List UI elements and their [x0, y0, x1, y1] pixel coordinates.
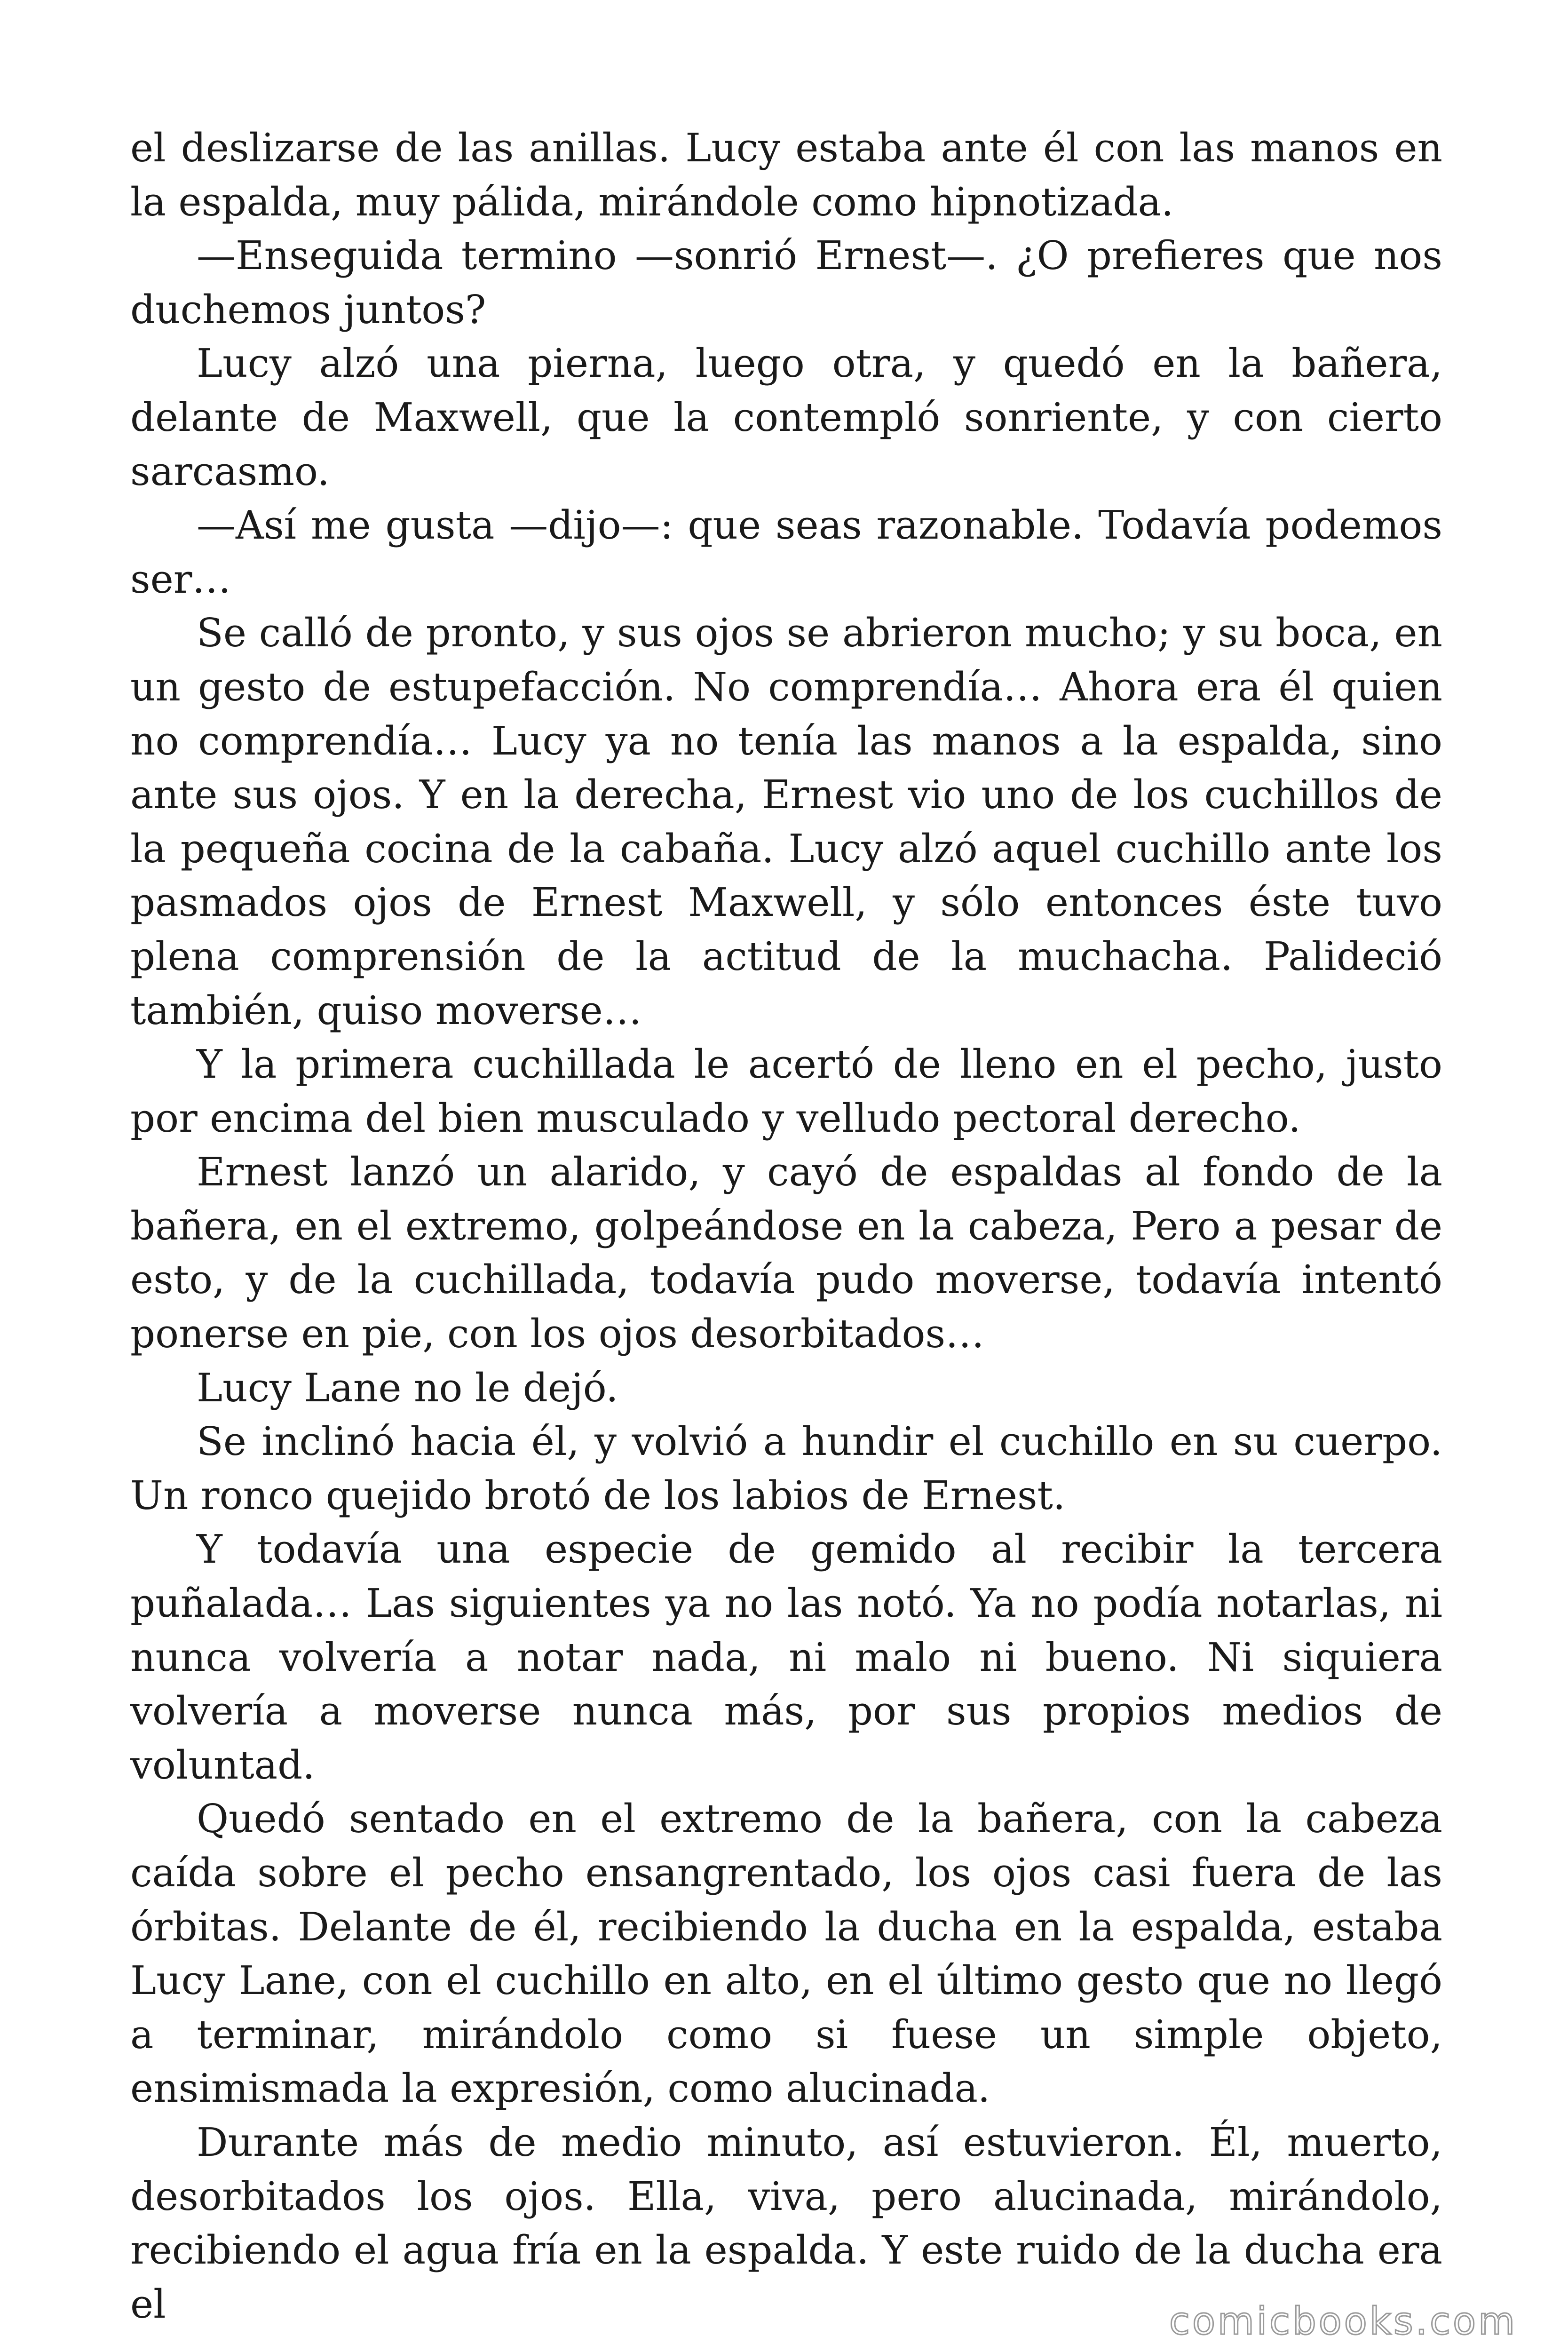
paragraph-1: el deslizarse de las anillas. Lucy estaba ante él con las manos en la espalda, muy pálida, mirándole como hipnotizada.	[130, 125, 1442, 225]
paragraph-5: Se calló de pronto, y sus ojos se abrieron mucho; y su boca, en un gesto de estupefacción. No comprendía… Ahora era él quien no comprendía… Lucy ya no tenía las manos a la espalda, sino ante sus ojos. Y en la derecha, Ernest vio uno de los cuchillos de la pequeña cocina de la cabaña. Lucy alzó aquel cuchillo ante los pasmados ojos de Ernest Maxwell, y sólo entonces éste tuvo plena comprensión de la actitud de la muchacha. Palideció también, quiso moverse…	[130, 610, 1442, 1033]
paragraph-12: Durante más de medio minuto, así estuvieron. Él, muerto, desorbitados los ojos. Ella, viva, pero alucinada, mirándolo, recibiendo el agua fría en la espalda. Y este ruido de la ducha era el	[130, 2119, 1442, 2327]
body-text	[130, 121, 1442, 2331]
paragraph-2: —Enseguida termino —sonrió Ernest—. ¿O prefieres que nos duchemos juntos?	[130, 233, 1442, 333]
paragraph-11: Quedó sentado en el extremo de la bañera, con la cabeza caída sobre el pecho ensangrentado, los ojos casi fuera de las órbitas. Delante de él, recibiendo la ducha en la espalda, estaba Lucy Lane, con el cuchillo en alto, en el último gesto que no llegó a terminar, mirándolo como si fuese un simple objeto, ensimismada la expresión, como alucinada.	[130, 1796, 1442, 2112]
paragraph-9: Se inclinó hacia él, y volvió a hundir el cuchillo en su cuerpo. Un ronco quejido brotó de los labios de Ernest.	[130, 1419, 1442, 1518]
paragraph-8: Lucy Lane no le dejó.	[197, 1365, 618, 1411]
paragraph-3: Lucy alzó una pierna, luego otra, y quedó en la bañera, delante de Maxwell, que la contempló sonriente, y con cierto sarcasmo.	[130, 341, 1442, 494]
paragraph-10: Y todavía una especie de gemido al recibir la tercera puñalada… Las siguientes ya no las notó. Ya no podía notarlas, ni nunca volvería a notar nada, ni malo ni bueno. Ni siquiera volvería a moverse nunca más, por sus propios medios de voluntad.	[130, 1526, 1442, 1788]
paragraph-6: Y la primera cuchillada le acertó de lleno en el pecho, justo por encima del bien musculado y velludo pectoral derecho.	[130, 1041, 1442, 1141]
watermark: comicbooks.com	[1169, 2299, 1517, 2343]
paragraph-7: Ernest lanzó un alarido, y cayó de espaldas al fondo de la bañera, en el extremo, golpeándose en la cabeza, Pero a pesar de esto, y de la cuchillada, todavía pudo moverse, todavía intentó ponerse en pie, con los ojos desorbitados…	[130, 1149, 1442, 1357]
paragraph-4: —Así me gusta —dijo—: que seas razonable. Todavía podemos ser…	[130, 502, 1442, 602]
